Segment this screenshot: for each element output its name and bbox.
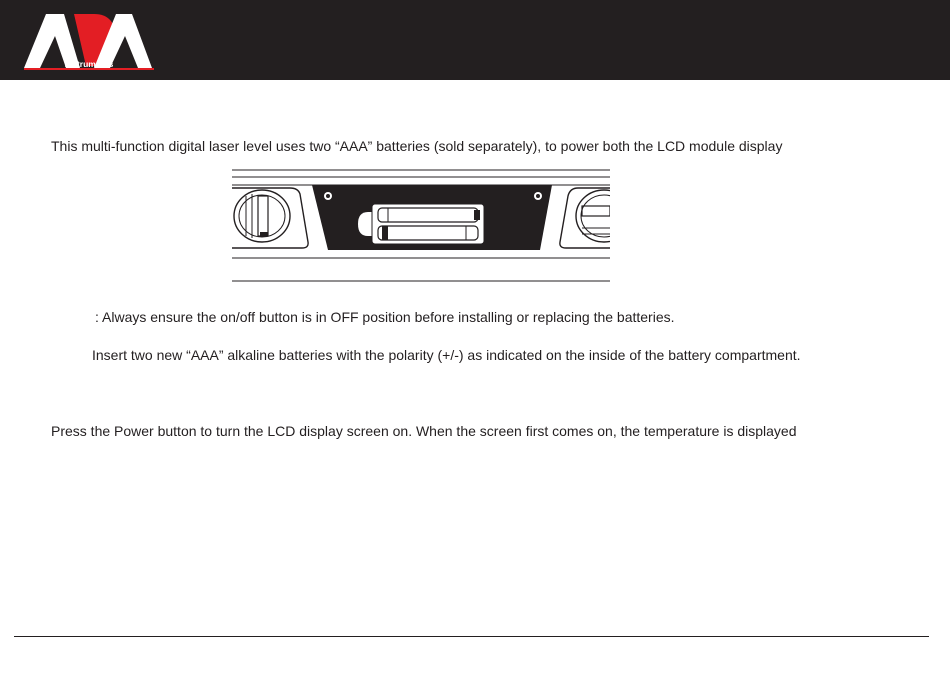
page-header: [0, 0, 950, 80]
intro-paragraph: This multi-function digital laser level uses two “AAA” batteries (sold separately), to power both the LCD module display: [51, 138, 783, 154]
logo-subtext: instruments: [64, 59, 114, 69]
battery-compartment-icon: [232, 168, 610, 284]
caution-note: : Always ensure the on/off button is in OFF position before installing or replacing the batteries.: [95, 309, 675, 325]
insert-batteries-instruction: Insert two new “AAA” alkaline batteries with the polarity (+/-) as indicated on the inside of the battery compartment.: [92, 347, 801, 363]
power-instruction: Press the Power button to turn the LCD display screen on. When the screen first comes on, the temperature is displayed: [51, 423, 797, 439]
ada-logo: [24, 8, 154, 74]
footer-divider: [14, 636, 929, 637]
